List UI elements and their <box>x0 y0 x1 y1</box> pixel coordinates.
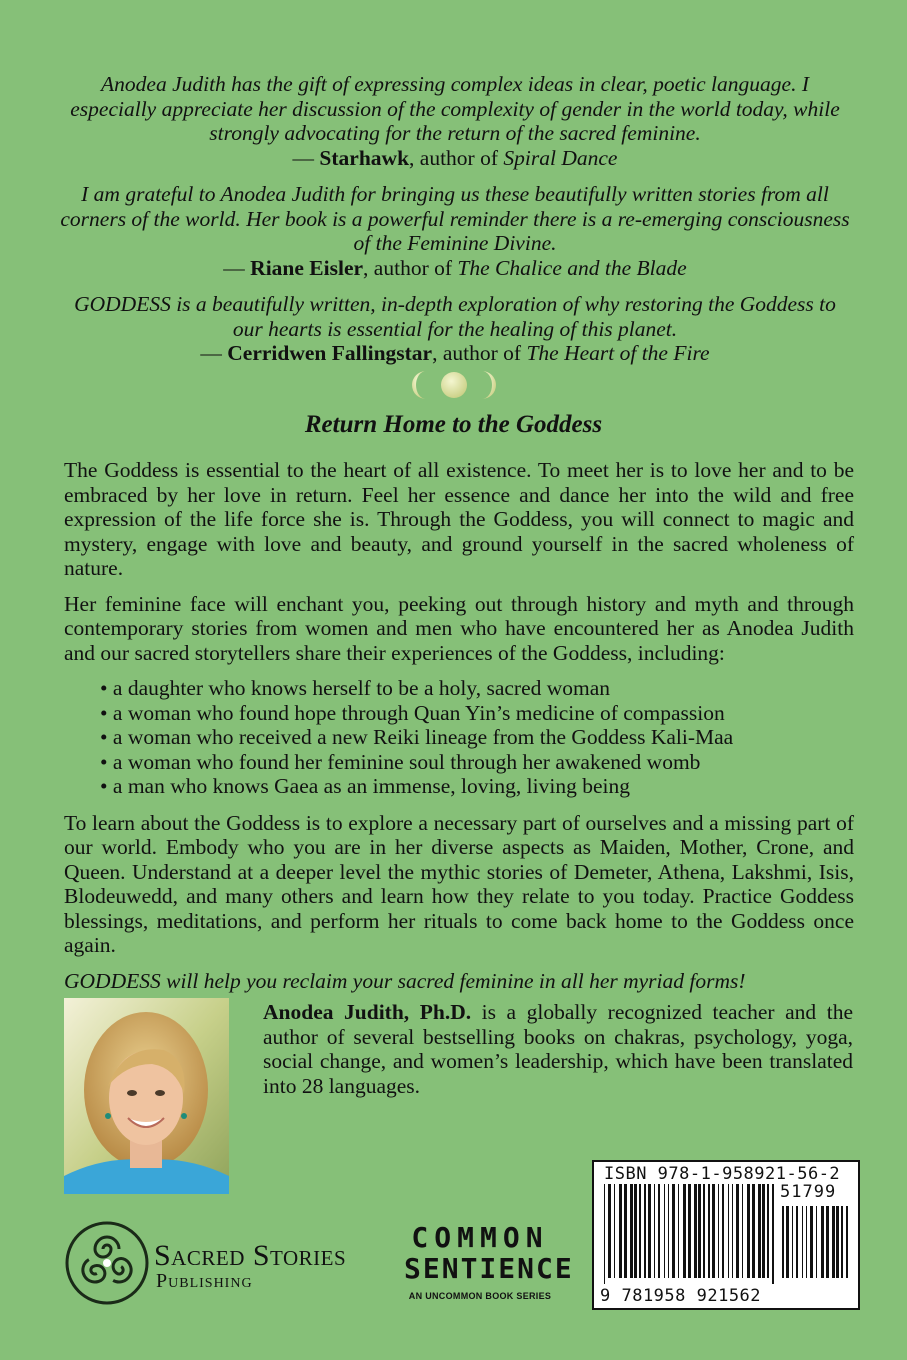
blurb-cerridwen-fallingstar <box>60 292 850 366</box>
barcode-addon-bar <box>836 1206 839 1278</box>
barcode-bar <box>772 1184 774 1284</box>
price-code: 51799 <box>780 1182 837 1202</box>
barcode-addon-bar <box>796 1206 798 1278</box>
series-tagline: AN UNCOMMON BOOK SERIES <box>408 1291 552 1301</box>
attribution-separator: , author of <box>363 255 458 280</box>
author-photo <box>64 998 229 1194</box>
series-logo <box>404 1221 574 1302</box>
barcode-bar <box>604 1184 605 1284</box>
barcode-bar <box>683 1184 686 1278</box>
description <box>64 458 854 993</box>
blurb-riane-eisler <box>60 182 850 280</box>
blurb-starhawk <box>60 72 850 170</box>
barcode-bar <box>630 1184 633 1278</box>
endorser-work: The Chalice and the Blade <box>457 255 687 280</box>
attribution-dash: — <box>223 255 251 280</box>
barcode-bar <box>722 1184 724 1278</box>
barcode-bar <box>752 1184 755 1278</box>
triple-spiral-icon <box>64 1218 150 1308</box>
barcode-bar <box>728 1184 729 1278</box>
barcode-bar <box>767 1184 769 1278</box>
description-paragraph-2: Her feminine face will enchant you, peeking out through history and myth and through contemporary stories from women and men who have encountered her as Anodea Judith and our sacred storytellers share their experiences of the Goddess, including: <box>64 591 854 665</box>
blurb-attribution <box>60 256 850 281</box>
barcode-addon-bar <box>832 1206 835 1278</box>
list-item: • a woman who received a new Reiki lineage from the Goddess Kali-Maa <box>100 725 734 749</box>
blurb-quote: GODDESS is a beautifully written, in-depth exploration of why restoring the Goddess to our hearts is essential for the healing of this planet. <box>74 292 836 341</box>
barcode-bar <box>712 1184 715 1278</box>
list-item: • a daughter who knows herself to be a holy, sacred woman <box>100 676 611 700</box>
list-item: • a woman who found hope through Quan Yin’s medicine of compassion <box>100 700 725 725</box>
series-line-1: COMMON <box>411 1221 549 1254</box>
endorser-name: Riane Eisler <box>250 255 364 280</box>
barcode-bar <box>758 1184 761 1278</box>
blurb-attribution <box>60 146 850 171</box>
description-paragraph-3: To learn about the Goddess is to explore a necessary part of ourselves and a missing part of our world. Embody who you are in her diverse aspects as Maiden, Mother, Crone, and Queen. Understand at a deeper level the mythic stories of Demeter, Athena, Lakshmi, Isis, Blodeuwedd, and many others and learn how they relate to you today. Practice Goddess blessings, meditations, and perform her rituals to come back home to the Goddess once again. <box>64 810 854 957</box>
barcode-bar <box>732 1184 733 1278</box>
barcode-addon-bar <box>821 1206 824 1278</box>
publisher-name: Sacred Stories <box>154 1239 347 1272</box>
barcode-addon-bar <box>806 1206 807 1278</box>
isbn-barcode <box>592 1160 860 1310</box>
author-bio-text: is a globally recognized teacher and the author of several bestselling books on chakras, psychology, yoga, social change, and women’s leadership, which have been translated into 28 languages. <box>263 1000 853 1098</box>
barcode-bar <box>694 1184 697 1278</box>
barcode-addon-bar <box>841 1206 843 1278</box>
barcode-addon-bar <box>816 1206 817 1278</box>
barcode-bar <box>678 1184 679 1278</box>
barcode-bar <box>664 1184 665 1278</box>
barcode-bar <box>614 1184 615 1278</box>
praise-blurbs <box>60 72 850 378</box>
barcode-bar <box>608 1184 611 1278</box>
attribution-separator: , author of <box>432 341 527 365</box>
barcode-addon-bar <box>786 1206 789 1278</box>
story-list <box>64 676 854 799</box>
publisher-sub: Publishing <box>156 1270 253 1292</box>
barcode-bar <box>708 1184 710 1278</box>
list-item: • a woman who found her feminine soul through her awakened womb <box>100 749 701 774</box>
barcode-bar <box>658 1184 660 1278</box>
barcode-bar <box>718 1184 719 1278</box>
endorser-name: Starhawk <box>319 145 410 170</box>
barcode-addon-bar <box>826 1206 829 1278</box>
barcode-bar <box>639 1184 641 1278</box>
barcode-bar <box>736 1184 739 1278</box>
barcode-bar <box>672 1184 675 1278</box>
publisher-logo <box>64 1218 384 1313</box>
barcode-bar <box>648 1184 651 1278</box>
list-item: • a man who knows Gaea as an immense, loving, living being <box>100 774 630 798</box>
barcode-bar <box>703 1184 705 1278</box>
barcode-bar <box>698 1184 701 1278</box>
attribution-dash: — <box>200 341 228 365</box>
endorser-work: The Heart of the Fire <box>526 341 710 365</box>
endorser-work: Spiral Dance <box>503 145 618 170</box>
barcode-addon-bar <box>802 1206 803 1278</box>
isbn-label: ISBN 978-1-958921-56-2 <box>604 1164 841 1184</box>
blurb-quote: I am grateful to Anodea Judith for bringing us these beautifully written stories from all corners of the world. Her book is a powerful reminder there is a re-emerging consciousness of the Feminine Divine. <box>60 182 850 255</box>
barcode-addon-bar <box>846 1206 848 1278</box>
blurb-quote: Anodea Judith has the gift of expressing complex ideas in clear, poetic language. I especially appreciate her discussion of the complexity of gender in the world today, while strongly advocating for the return of the sacred feminine. <box>70 72 840 145</box>
triple-moon-icon <box>412 368 496 402</box>
description-paragraph-1: The Goddess is essential to the heart of all existence. To meet her is to love her and to be embraced by her love in return. Feel her essence and dance her into the wild and free expression of the life force she is. Through the Goddess, you will connect to magic and mystery, engage with love and beauty, and ground yourself in the sacred wholeness of nature. <box>64 458 854 580</box>
barcode-bar <box>644 1184 646 1278</box>
tagline: GODDESS will help you reclaim your sacred feminine in all her myriad forms! <box>64 968 746 993</box>
attribution-separator: , author of <box>409 145 504 170</box>
barcode-bar <box>624 1184 627 1278</box>
barcode-bar <box>654 1184 655 1278</box>
barcode-bar <box>688 1184 691 1278</box>
barcode-addon-bar <box>792 1206 793 1278</box>
barcode-bar <box>747 1184 750 1278</box>
barcode-addon-bar <box>782 1206 784 1278</box>
attribution-dash: — <box>292 145 320 170</box>
author-bio <box>263 1000 853 1098</box>
barcode-addon-bar <box>810 1206 813 1278</box>
endorser-name: Cerridwen Fallingstar <box>227 341 433 365</box>
section-heading: Return Home to the Goddess <box>304 411 603 438</box>
barcode-bar <box>668 1184 669 1278</box>
barcode-bar <box>762 1184 765 1278</box>
barcode-bar <box>619 1184 622 1278</box>
barcode-digits: 9 781958 921562 <box>600 1286 762 1306</box>
barcode-bar <box>742 1184 743 1278</box>
barcode-bar <box>634 1184 637 1278</box>
series-line-2: SENTIENCE <box>404 1252 574 1285</box>
author-name: Anodea Judith, Ph.D. <box>263 1000 472 1024</box>
blurb-attribution <box>60 341 850 366</box>
